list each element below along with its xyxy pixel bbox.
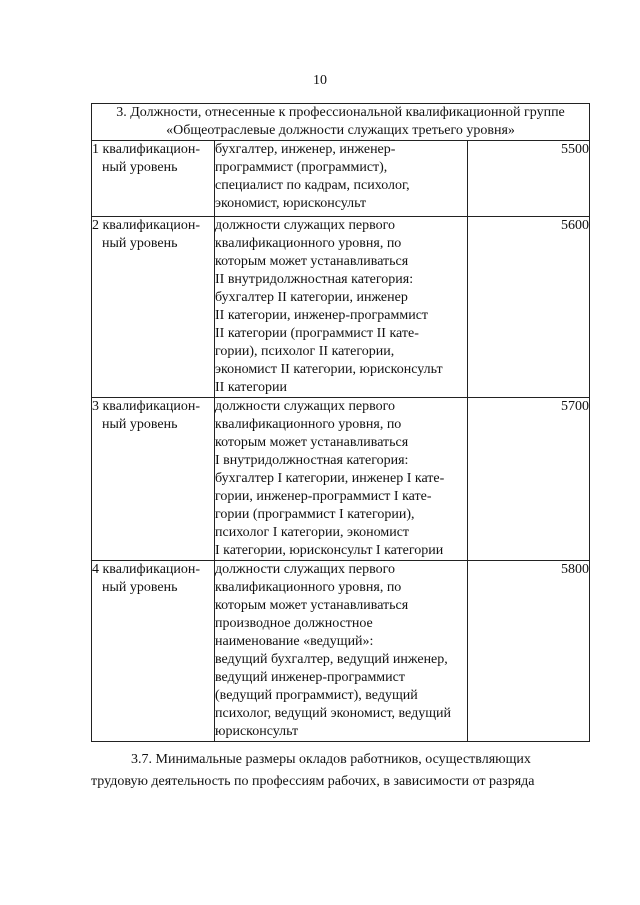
paragraph-line: трудовую деятельность по профессиям рабочих, в зависимости от разряда [91,774,535,789]
table-row [92,398,590,561]
positions-cell [215,398,468,561]
positions-line: которым может устанавливаться [215,435,409,450]
positions-line: II категории [215,380,287,395]
positions-line: экономист II категории, юрисконсульт [215,362,443,377]
positions-line: которым может устанавливаться [215,598,409,613]
table-row [92,561,590,742]
positions-line: ведущий инженер-программист [215,670,405,685]
salary-cell: 5600 [468,217,590,398]
positions-line: квалификационного уровня, по [215,236,402,251]
positions-line: экономист, юрисконсульт [215,196,367,211]
positions-line: II категории (программист II кате- [215,326,419,341]
positions-line: юрисконсульт [215,724,299,739]
positions-line: квалификационного уровня, по [215,417,402,432]
salary-cell: 5500 [468,141,590,217]
table-header-row [92,104,590,141]
level-line: 2 квалификацион- [92,218,201,233]
positions-line: должности служащих первого [215,218,396,233]
salary-cell: 5700 [468,398,590,561]
positions-line: гории), психолог II категории, [215,344,395,359]
positions-line: программист (программист), [215,160,388,175]
positions-line: бухгалтер I категории, инженер I кате- [215,471,445,486]
positions-line: которым может устанавливаться [215,254,409,269]
level-line: 3 квалификацион- [92,399,201,414]
positions-cell [215,217,468,398]
section-3-7-paragraph [91,749,591,793]
group-header [92,104,590,141]
positions-line: ведущий бухгалтер, ведущий инженер, [215,652,448,667]
positions-line: I категории, юрисконсульт I категории [215,543,444,558]
positions-line: должности служащих первого [215,562,396,577]
table-row [92,217,590,398]
positions-line: гории (программист I категории), [215,507,415,522]
level-line: ный уровень [102,417,178,432]
positions-line: должности служащих первого [215,399,396,414]
positions-line: (ведущий программист), ведущий [215,688,418,703]
level-line: ный уровень [102,160,178,175]
level-line: 4 квалификацион- [92,562,201,577]
positions-cell [215,561,468,742]
positions-line: бухгалтер II категории, инженер [215,290,408,305]
positions-line: квалификационного уровня, по [215,580,402,595]
level-cell [92,398,215,561]
positions-line: гории, инженер-программист I кате- [215,489,432,504]
table-row [92,141,590,217]
positions-cell [215,141,468,217]
positions-line: I внутридолжностная категория: [215,453,409,468]
level-cell [92,217,215,398]
positions-line: психолог I категории, экономист [215,525,410,540]
page-number: 10 [313,73,327,88]
level-cell [92,141,215,217]
positions-line: психолог, ведущий экономист, ведущий [215,706,451,721]
level-line: ный уровень [102,236,178,251]
positions-line: II категории, инженер-программист [215,308,429,323]
level-cell [92,561,215,742]
level-line: 1 квалификацион- [92,142,201,157]
group-header-line: «Общеотраслевые должности служащих третьего уровня» [166,123,515,138]
level-line: ный уровень [102,580,178,595]
paragraph-line: 3.7. Минимальные размеры окладов работников, осуществляющих [131,752,531,767]
qualification-table [91,103,590,742]
positions-line: II внутридолжностная категория: [215,272,414,287]
positions-line: бухгалтер, инженер, инженер- [215,142,396,157]
salary-cell: 5800 [468,561,590,742]
positions-line: специалист по кадрам, психолог, [215,178,410,193]
positions-line: наименование «ведущий»: [215,634,374,649]
positions-line: производное должностное [215,616,373,631]
group-header-line: 3. Должности, отнесенные к профессиональной квалификационной группе [116,105,565,120]
